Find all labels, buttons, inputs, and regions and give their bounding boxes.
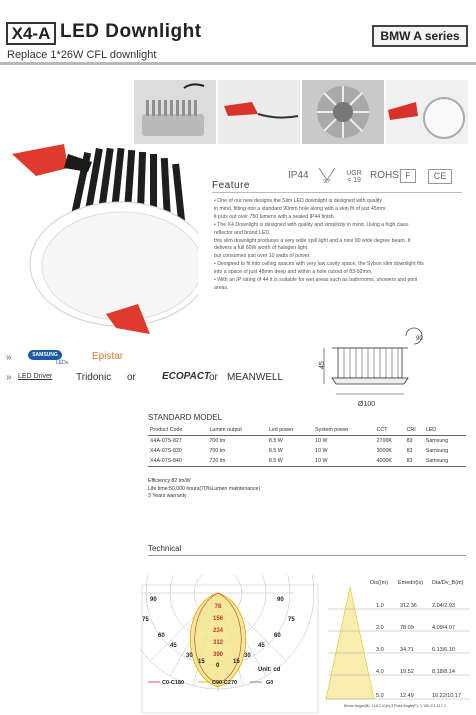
- f-mark-icon: F: [400, 169, 416, 183]
- table-cell: 3000K: [376, 448, 392, 454]
- or-separator: or: [209, 372, 218, 383]
- feature-line: reflector and brand LED: [214, 229, 270, 236]
- cone-cell: 2.04/2.93: [432, 603, 455, 609]
- standard-model-heading: STANDARD MODEL: [148, 413, 223, 422]
- angle-label: 60: [274, 633, 281, 639]
- angle-label: 60: [158, 633, 165, 639]
- cone-header: Dia/Dv_B(m): [432, 580, 464, 586]
- table-cell: 2700K: [376, 438, 392, 444]
- feature-line: but consumes just over 10 watts of power.: [214, 253, 311, 260]
- feature-heading: Feature: [212, 180, 250, 191]
- cone-cell: 312.36: [400, 603, 417, 609]
- thumbnail-front-view: [386, 80, 468, 144]
- table-row: [148, 446, 466, 456]
- dimension-diameter: Ø100: [358, 401, 376, 408]
- feature-line: • The X4 Downlight is designed with quality and simplicity in mind. Using a high class: [214, 221, 409, 228]
- table-cell: Samsung: [424, 456, 466, 467]
- angle-label: 15: [233, 659, 240, 665]
- feature-line: it puts out over 750 lumens with a sealed IP44 finish.: [214, 213, 336, 220]
- angle-label: 75: [288, 617, 295, 623]
- table-cell: 83: [406, 448, 413, 454]
- table-cell: 10 W: [315, 438, 328, 444]
- model-code-badge: X4-A: [6, 22, 56, 45]
- table-header-row: [148, 425, 466, 436]
- ip44-icon: IP44: [288, 170, 309, 181]
- column-header: CRI: [405, 425, 424, 436]
- cone-header: Emedir(lx): [398, 580, 424, 586]
- cone-cell: 12.49: [400, 693, 414, 699]
- feature-line: • Designed to fit into ceiling spaces with very low cavity space, the Sybon slim downlight fits: [214, 261, 424, 268]
- cone-cell: 4.09/4.07: [432, 625, 455, 631]
- illuminance-cone-chart: [322, 577, 472, 711]
- led-chip-brands: [6, 350, 206, 366]
- product-title: LED Downlight: [60, 21, 202, 42]
- or-separator: or: [127, 372, 136, 383]
- thumbnail-clip-view: [218, 80, 300, 144]
- feature-line: delivers a full 60W worth of halogen light: [214, 245, 308, 252]
- ce-mark-icon: CE: [428, 169, 452, 184]
- warranty-note: 3 Years warranty: [148, 493, 187, 499]
- tridonic-brand: Tridonic: [76, 372, 112, 383]
- technical-divider: [148, 555, 466, 556]
- cone-cell: 19.52: [400, 669, 414, 675]
- standard-model-table: [148, 425, 466, 467]
- angle-label: 30: [186, 653, 193, 659]
- ring-value: 234: [212, 628, 224, 634]
- lifetime-note: Life time:50,000 hours(70%Lumen maintenance): [148, 485, 261, 492]
- angle-label: 0: [216, 663, 220, 669]
- cone-cell: 6.13/6.10: [432, 647, 455, 653]
- driver-marker: »: [6, 372, 12, 383]
- dimension-height: 45: [319, 361, 326, 369]
- feature-line: • One of our new designs the Slim LED downlight is designed with quality: [214, 198, 382, 204]
- spec-notes: [148, 478, 260, 501]
- ring-value: 312: [212, 640, 224, 646]
- legend-entry: C0-C180: [162, 680, 185, 686]
- angle-label: 30: [244, 653, 251, 659]
- epistar-logo: Epistar: [92, 351, 124, 362]
- ring-value: 156: [212, 616, 224, 622]
- table-cell: X4A-07S-840: [148, 456, 207, 467]
- dimension-drawing: [310, 326, 430, 410]
- column-header: Led power: [267, 425, 313, 436]
- thumbnail-heatsink-view: [302, 80, 384, 144]
- cone-cell: 78.09: [400, 625, 414, 631]
- cone-cell: 34.71: [400, 647, 414, 653]
- angle-label: 15: [198, 659, 205, 665]
- column-header: Product Code: [148, 425, 207, 436]
- table-cell: 8.5 W: [268, 448, 283, 454]
- meanwell-brand: MEANWELL: [227, 372, 284, 383]
- column-header: System power: [313, 425, 374, 436]
- table-cell: Samsung: [425, 438, 449, 444]
- cone-cell: 4.0: [376, 669, 384, 675]
- feature-divider: [212, 192, 462, 193]
- cone-cell: 5.0: [376, 693, 384, 699]
- cone-footer: Beam Angle(B): 118.2 V(H)-3 Field Angle(F): 1.190.9 1.117.2: [344, 704, 447, 708]
- table-cell: X4A-07S-830: [150, 448, 182, 454]
- samsung-leds-label: LEDs: [56, 360, 69, 366]
- angle-label: 90: [277, 597, 284, 603]
- angle-label: 90: [150, 597, 157, 603]
- header-divider: [0, 62, 476, 65]
- cone-header: Dis((m): [370, 580, 389, 586]
- column-header: Lumen output: [207, 425, 266, 436]
- feature-list: [214, 198, 466, 293]
- table-cell: 83: [406, 438, 413, 444]
- ring-value: 390: [212, 652, 224, 658]
- downlight-product-image: [8, 142, 198, 337]
- chips-marker: »: [6, 352, 12, 363]
- cone-cell: 10.22/10.17: [432, 693, 462, 699]
- beam-angle-icon: [316, 166, 338, 184]
- legend-entry: C90-C270: [212, 680, 238, 686]
- cone-cell: 1.0: [376, 603, 384, 609]
- column-header: CCT: [375, 425, 405, 436]
- table-cell: 720 lm: [207, 456, 266, 467]
- table-cell: 4000K: [375, 456, 405, 467]
- driver-label: LED Driver: [18, 373, 53, 380]
- series-badge: BMW A series: [372, 25, 468, 47]
- table-cell: Samsung: [425, 448, 449, 454]
- svg-text:90°: 90°: [323, 179, 331, 184]
- feature-line: in mind, fitting into a standard 90mm hole along with a skin fit of just 45mm: [214, 205, 386, 212]
- rohs-icon: ROHS: [370, 170, 399, 181]
- feature-line: into a space of just 48mm deep and within a hole cutout of 83-92mm.: [214, 269, 373, 276]
- table-cell: 8.5 W: [267, 456, 313, 467]
- led-driver-brands: [6, 372, 286, 386]
- table-row: [148, 456, 466, 467]
- polar-unit-label: Unit: cd: [258, 667, 281, 673]
- ring-value: 78: [214, 604, 222, 610]
- cone-cell: 3.0: [376, 647, 384, 653]
- cone-cell: 2.0: [376, 625, 384, 631]
- polar-light-distribution-chart: [140, 575, 320, 715]
- feature-line: this slim downlight produces a very wide spill light and a nice 90 wide degree beam. It: [214, 237, 411, 244]
- samsung-logo: SAMSUNG: [28, 350, 62, 360]
- table-cell: 83: [405, 456, 424, 467]
- angle-label: 45: [258, 643, 265, 649]
- legend-entry: G0: [266, 680, 274, 686]
- ecopact-logo: ECOPACT: [162, 371, 211, 382]
- dimension-angle: 90: [416, 336, 423, 342]
- table-cell: 700 lm: [209, 438, 226, 444]
- table-cell: 10 W: [315, 448, 328, 454]
- technical-heading: Technical: [148, 544, 182, 553]
- cone-cell: 8.18/8.14: [432, 669, 455, 675]
- ugr-icon: UGR < 19: [346, 170, 362, 184]
- feature-line: • With an IP rating of 44 it is suitable for wet areas such as bathrooms, showers and pool: [214, 277, 418, 284]
- angle-label: 75: [142, 617, 149, 623]
- table-cell: X4A-07S-827: [150, 438, 182, 444]
- feature-line: areas.: [214, 284, 229, 291]
- product-subtitle: Replace 1*26W CFL downlight: [7, 49, 157, 61]
- column-header: LED: [424, 425, 466, 436]
- table-cell: 8.5 W: [268, 438, 283, 444]
- efficiency-note: Efficiency:82 lm/W: [148, 478, 191, 484]
- table-row: [148, 436, 466, 447]
- thumbnail-side-view: [134, 80, 216, 144]
- angle-label: 45: [170, 643, 177, 649]
- table-cell: 10 W: [313, 456, 374, 467]
- table-cell: 700 lm: [209, 448, 226, 454]
